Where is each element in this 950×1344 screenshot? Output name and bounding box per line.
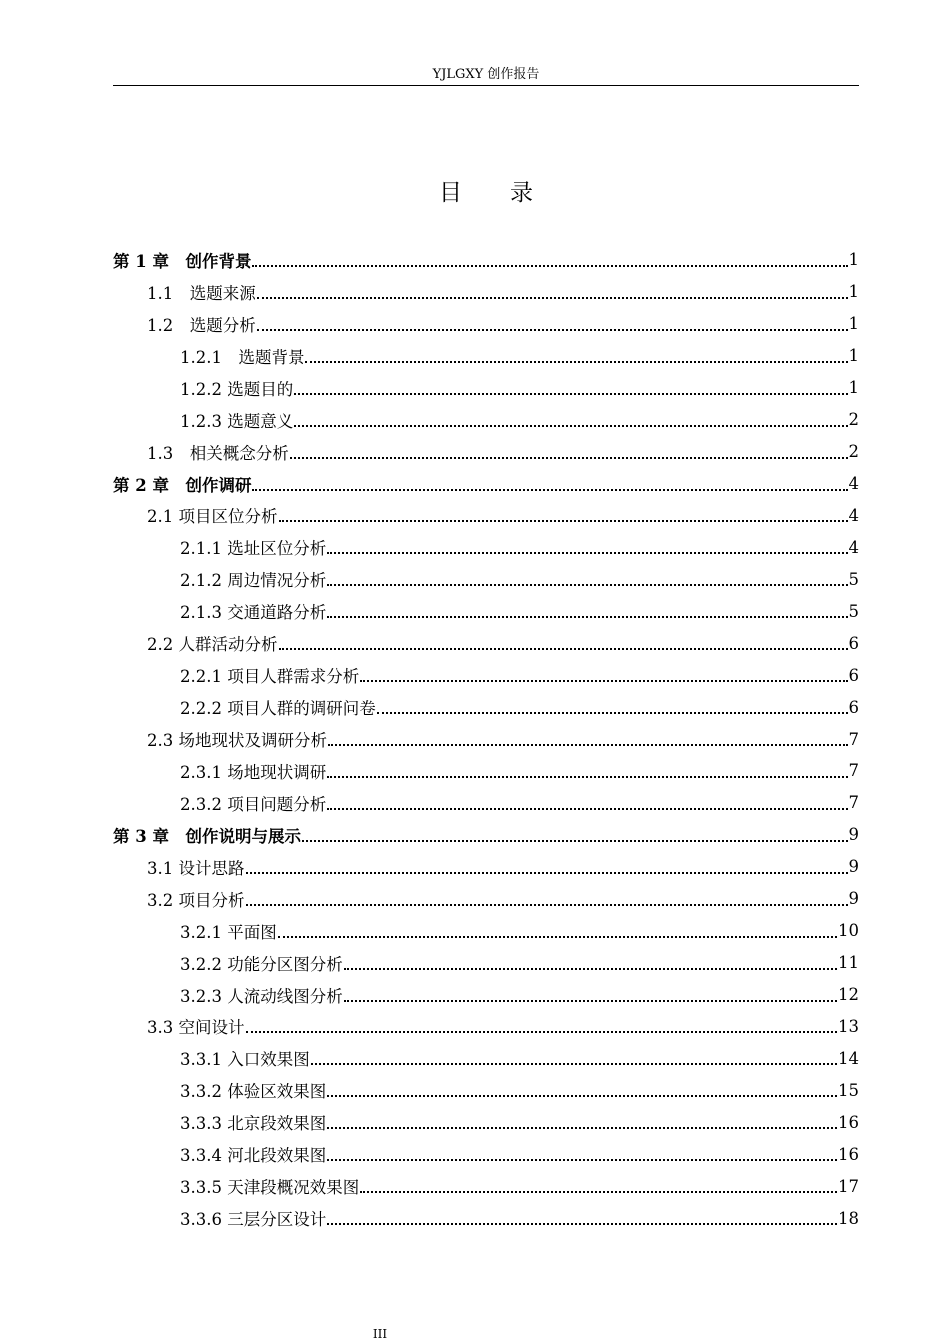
toc-entry-label: 3.2.1 平面图 xyxy=(180,922,277,942)
page-number: III xyxy=(372,1327,388,1341)
toc-entry-page: 17 xyxy=(838,1176,859,1196)
toc-entry[interactable] xyxy=(113,468,859,500)
toc-dot-leader xyxy=(327,584,847,586)
toc-entry[interactable] xyxy=(113,883,859,915)
toc-entry-label: 2.1.1 选址区位分析 xyxy=(180,539,327,559)
toc-entry-label: 2.2.2 项目人群的调研问卷 xyxy=(180,699,376,719)
toc-entry[interactable] xyxy=(113,1106,859,1138)
toc-dot-leader xyxy=(327,1095,837,1097)
toc-entry-page: 7 xyxy=(848,729,859,749)
toc-entry-label: 3.3 空间设计 xyxy=(147,1018,245,1038)
toc-entry[interactable] xyxy=(113,595,859,627)
toc-entry[interactable] xyxy=(113,436,859,468)
toc-entry-page: 16 xyxy=(838,1112,859,1132)
toc-entry-page: 1 xyxy=(848,346,859,366)
toc-entry-label: 2.3.2 项目问题分析 xyxy=(180,794,327,814)
toc-dot-leader xyxy=(311,1063,837,1065)
toc-entry-label: 2.3.1 场地现状调研 xyxy=(180,762,327,782)
toc-dot-leader xyxy=(302,840,848,842)
toc-entry-label: 3.2.3 人流动线图分析 xyxy=(180,986,343,1006)
toc-entry-label: 1.2.2 选题目的 xyxy=(180,379,294,399)
toc-entry-page: 2 xyxy=(848,442,859,462)
toc-entry-label: 3.1 设计思路 xyxy=(147,858,245,878)
toc-entry-page: 6 xyxy=(848,633,859,653)
toc-entry[interactable] xyxy=(113,1170,859,1202)
toc-entry-page: 5 xyxy=(848,601,859,621)
header-rule xyxy=(113,85,859,86)
toc-dot-leader xyxy=(328,744,848,746)
toc-dot-leader xyxy=(344,1000,837,1002)
toc-entry[interactable] xyxy=(113,340,859,372)
toc-entry[interactable] xyxy=(113,915,859,947)
toc-entry[interactable] xyxy=(113,308,859,340)
toc-entry-page: 12 xyxy=(838,985,859,1005)
toc-entry-label: 2.1 项目区位分析 xyxy=(147,507,278,527)
toc-entry[interactable] xyxy=(113,723,859,755)
toc-dot-leader xyxy=(327,1127,837,1129)
toc-dot-leader xyxy=(327,1223,837,1225)
toc-entry[interactable] xyxy=(113,563,859,595)
toc-dot-leader xyxy=(327,776,847,778)
toc-entry-label: 1.3 相关概念分析 xyxy=(147,443,289,463)
toc-dot-leader xyxy=(294,425,847,427)
toc-dot-leader xyxy=(257,297,848,299)
toc-entry-label: 第 1 章 创作背景 xyxy=(113,251,252,271)
toc-dot-leader xyxy=(305,361,847,363)
toc-entry[interactable] xyxy=(113,787,859,819)
toc-entry-page: 6 xyxy=(848,697,859,717)
toc-entry-label: 1.2 选题分析 xyxy=(147,315,256,335)
toc-dot-leader xyxy=(246,904,848,906)
toc-entry[interactable] xyxy=(113,276,859,308)
toc-entry[interactable] xyxy=(113,947,859,979)
toc-entry-page: 16 xyxy=(838,1144,859,1164)
toc-entry-label: 3.2 项目分析 xyxy=(147,890,245,910)
toc-entry-page: 1 xyxy=(848,314,859,334)
toc-entry-page: 15 xyxy=(838,1080,859,1100)
toc-entry[interactable] xyxy=(113,1042,859,1074)
toc-entry-label: 3.3.3 北京段效果图 xyxy=(180,1114,327,1134)
toc-dot-leader xyxy=(377,712,848,714)
toc-entry[interactable] xyxy=(113,500,859,532)
toc-dot-leader xyxy=(279,648,848,650)
toc-entry-page: 18 xyxy=(838,1208,859,1228)
toc-dot-leader xyxy=(360,680,847,682)
toc-dot-leader xyxy=(252,265,847,267)
toc-entry-label: 2.2 人群活动分析 xyxy=(147,635,278,655)
toc-entry-label: 1.1 选题来源 xyxy=(147,283,256,303)
toc-dot-leader xyxy=(290,457,848,459)
toc-entry-page: 2 xyxy=(848,410,859,430)
toc-dot-leader xyxy=(252,489,847,491)
toc-dot-leader xyxy=(360,1191,837,1193)
toc-entry-page: 1 xyxy=(848,378,859,398)
toc-entry-label: 2.1.3 交通道路分析 xyxy=(180,603,327,623)
toc-dot-leader xyxy=(246,1031,838,1033)
toc-entry-page: 5 xyxy=(848,569,859,589)
page-header: YJLGXY 创作报告 xyxy=(432,67,540,82)
toc-entry-page: 10 xyxy=(838,921,859,941)
toc-entry[interactable] xyxy=(113,1011,859,1043)
toc-entry[interactable] xyxy=(113,851,859,883)
toc-entry[interactable] xyxy=(113,404,859,436)
toc-entry[interactable] xyxy=(113,659,859,691)
toc-entry[interactable] xyxy=(113,755,859,787)
toc-entry-label: 3.3.1 入口效果图 xyxy=(180,1050,310,1070)
toc-entry-page: 4 xyxy=(848,505,859,525)
toc-entry-page: 14 xyxy=(838,1048,859,1068)
toc-entry-page: 4 xyxy=(848,537,859,557)
toc-entry-page: 13 xyxy=(838,1016,859,1036)
toc-entry-label: 第 2 章 创作调研 xyxy=(113,475,252,495)
toc-entry-page: 7 xyxy=(848,761,859,781)
toc-entry[interactable] xyxy=(113,691,859,723)
toc-dot-leader xyxy=(327,552,847,554)
toc-dot-leader xyxy=(344,968,837,970)
toc-entry-page: 9 xyxy=(848,825,859,845)
toc-entry-label: 2.3 场地现状及调研分析 xyxy=(147,731,327,751)
toc-entry[interactable] xyxy=(113,627,859,659)
toc-dot-leader xyxy=(327,808,847,810)
toc-dot-leader xyxy=(294,393,847,395)
toc-entry-label: 3.2.2 功能分区图分析 xyxy=(180,954,343,974)
toc-entry[interactable] xyxy=(113,1138,859,1170)
toc-entry-label: 第 3 章 创作说明与展示 xyxy=(113,826,301,846)
toc-entry-label: 2.2.1 项目人群需求分析 xyxy=(180,667,360,687)
toc-dot-leader xyxy=(246,872,848,874)
toc-entry-label: 3.3.4 河北段效果图 xyxy=(180,1146,327,1166)
toc-entry-page: 6 xyxy=(848,665,859,685)
toc-dot-leader xyxy=(279,520,848,522)
toc-entry-label: 2.1.2 周边情况分析 xyxy=(180,571,327,591)
toc-dot-leader xyxy=(327,1159,837,1161)
toc-dot-leader xyxy=(257,329,848,331)
toc-entry[interactable] xyxy=(113,372,859,404)
toc-entry-page: 11 xyxy=(838,953,859,973)
toc-entry[interactable] xyxy=(113,531,859,563)
toc-dot-leader xyxy=(327,616,847,618)
toc-entry[interactable] xyxy=(113,1202,859,1234)
toc-entry-page: 9 xyxy=(848,857,859,877)
toc-entry[interactable] xyxy=(113,1074,859,1106)
toc-entry-page: 1 xyxy=(848,282,859,302)
toc-entry-page: 4 xyxy=(848,474,859,494)
toc-entry[interactable] xyxy=(113,979,859,1011)
toc-entry-page: 9 xyxy=(848,889,859,909)
table-of-contents xyxy=(113,244,859,1234)
toc-entry-page: 1 xyxy=(848,250,859,270)
toc-entry[interactable] xyxy=(113,819,859,851)
toc-entry-label: 1.2.3 选题意义 xyxy=(180,411,294,431)
toc-dot-leader xyxy=(278,936,837,938)
toc-entry-label: 3.3.5 天津段概况效果图 xyxy=(180,1178,360,1198)
toc-entry-label: 1.2.1 选题背景 xyxy=(180,347,305,367)
toc-entry-page: 7 xyxy=(848,793,859,813)
toc-title: 目录 xyxy=(439,180,581,206)
toc-entry-label: 3.3.2 体验区效果图 xyxy=(180,1082,327,1102)
toc-entry[interactable] xyxy=(113,244,859,276)
toc-entry-label: 3.3.6 三层分区设计 xyxy=(180,1210,327,1230)
